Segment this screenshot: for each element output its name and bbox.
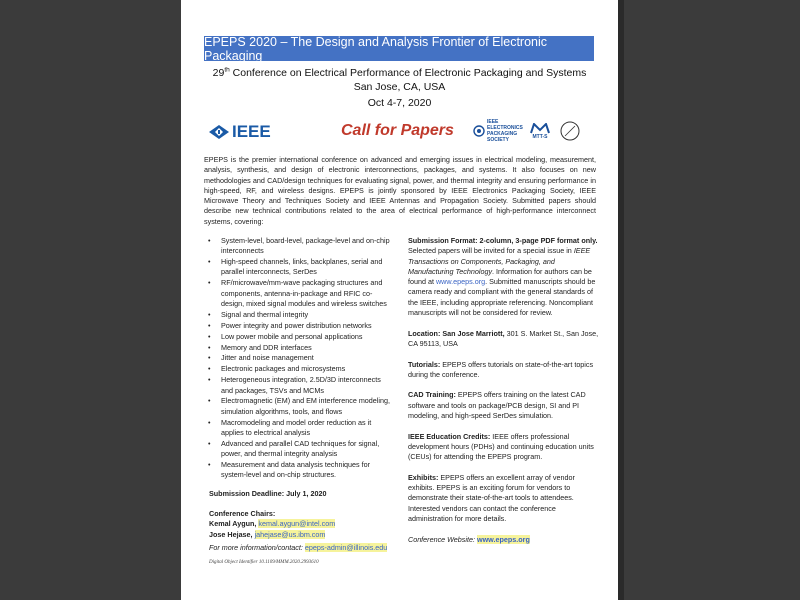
conference-location: San Jose, CA, USA [353,81,446,93]
eps-circle-icon [473,125,485,137]
epeps-website-link[interactable]: www.epeps.org [435,277,486,287]
logo-row [181,118,618,148]
page-shadow [618,0,624,600]
education-credits-section: IEEE Education Credits: IEEE offers professional development hours (PDHs) and continuing education units (CEUs) for attending the EPEPS program. [408,431,594,462]
contact-line: For more information/contact: epeps-admin@illinois.edu [209,543,388,552]
chair-1-email-link[interactable]: kemal.aygun@intel.com [258,519,336,529]
doi-footnote: Digital Object Identifier 10.1109/MMM.2020.2993610 [209,560,319,565]
banner-title: EPEPS 2020 – The Design and Analysis Frontier of Electronic Packaging [204,34,548,63]
title-banner [204,36,594,61]
cad-training-section: CAD Training: EPEPS offers training on the latest CAD software and tools on package/PCB design, SI and PI modeling, and high-speed SerDes simulation. [408,390,586,421]
conference-website-link[interactable]: www.epeps.org [477,534,530,544]
chair-1: Kemal Aygun, kemal.aygun@intel.com [209,519,336,529]
mtts-m-icon [530,123,550,134]
tutorials-section: Tutorials: EPEPS offers tutorials on state-of-the-art topics during the conference. [408,359,594,379]
list-item: • Electronic packages and microsystems [208,364,346,374]
list-item: • RF/microwave/mm-wave packaging structures and components, antenna-in-package and RFIC co-design, mixed signal modules and wireless switches [208,278,387,308]
intro-paragraph: EPEPS is the premier international conference on advanced and emerging issues in electrical modeling, measurement, analysis, synthesis, and design of electronic interconnections, packages, and systems. It also focuses on new methodologies and CAD/design techniques for evaluating signal, power, and thermal integrity and ensuring performance in high-speed, RF, and wireless designs. EPEPS is jointly sponsored by IEEE Electronics Packaging Society, IEEE Microwave Theory and Techniques Society and IEEE Antennas and Propagation Society. Submitted papers should describe new technical contributions related to the area of electrical performance of high-performance interconnect systems, covering: [204,155,596,226]
ieee-diamond-icon [209,125,229,139]
conference-chairs [209,509,409,540]
list-item: • Macromodeling and model order reduction as it applies to electrical analysis [208,417,372,437]
conference-name: Conference on Electrical Performance of Electronic Packaging and Systems [232,67,587,79]
mtts-logo [529,121,551,141]
list-item: • System-level, board-level, package-level and on-chip interconnects [208,236,390,256]
topics-list [204,236,394,481]
list-item: • Memory and DDR interfaces [208,342,312,352]
aps-logo [559,121,581,141]
chair-2-email-link[interactable]: jahejase@us.ibm.com [254,529,326,539]
location-section: Location: San Jose Marriott, 301 S. Market St., San Jose, CA 95113, USA [408,328,599,348]
submission-format-section: Submission Format: 2-column, 3-page PDF format only. Selected papers will be invited for a special issue in IEEE Transactions on Components, Packaging, and Manufacturing Technology. Information for authors can be found at www.epeps.org. Submitted manuscripts should be camera ready and compliant with the general standards of the IEEE, including appropriate referencing. Noncompliant manuscripts will not be considered for review. [408,236,598,318]
aps-seal-icon [560,121,580,141]
ordinal-number: 29 [212,67,225,79]
list-item: • Electromagnetic (EM) and EM interference modeling, simulation algorithms, tools, and flows [208,396,390,416]
eps-logo-text: IEEE ELECTRONICS PACKAGING SOCIETY [487,119,523,143]
right-column [408,236,600,555]
exhibits-section: Exhibits: EPEPS offers an excellent array of vendor exhibits. EPEPS is an exciting forum for vendors to demonstrate their state-of-the-art tools to attendees. Interested vendors can contact the conference administration for more details. [408,472,575,524]
conference-dates: Oct 4-7, 2020 [367,97,432,109]
ordinal-suffix: th [224,66,230,74]
call-for-papers-heading: Call for Papers [341,122,454,139]
society-logos [473,121,581,141]
list-item: • Jitter and noise management [208,353,314,363]
chairs-heading: Conference Chairs: [209,509,276,518]
ieee-logo [209,122,271,142]
list-item: • Low power mobile and personal applications [208,331,363,341]
conference-website-section: Conference Website: www.epeps.org [408,534,530,544]
list-item: • Measurement and data analysis techniques for system-level and on-chip structures. [208,459,371,480]
chair-2: Jose Hejase, jahejase@us.ibm.com [209,529,326,539]
list-item: • High-speed channels, links, backplanes, serial and parallel interconnects, SerDes [208,257,383,277]
list-item: • Heterogeneous integration, 2.5D/3D interconnects and packages, TSVs and MCMs [208,375,381,395]
conference-title [181,65,618,81]
contact-email-link[interactable]: epeps-admin@illinois.edu [304,543,388,552]
list-item: • Power integrity and power distribution networks [208,320,372,330]
list-item: • Signal and thermal integrity [208,309,309,319]
eps-logo [473,121,521,141]
document-page [181,0,618,600]
submission-deadline: Submission Deadline: July 1, 2020 [209,489,327,498]
mtts-logo-text: MTT-S [532,133,548,140]
ieee-wordmark: IEEE [232,122,271,141]
list-item: • Advanced and parallel CAD techniques for signal, power, and thermal integrity analysis [208,438,380,459]
